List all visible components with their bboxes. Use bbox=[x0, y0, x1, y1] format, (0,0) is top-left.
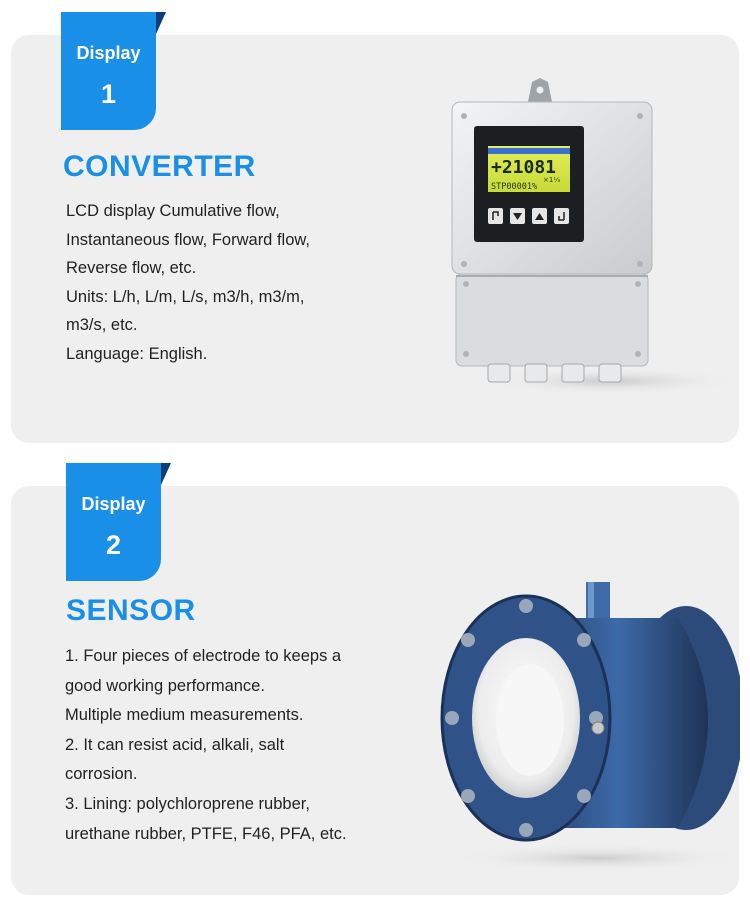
badge-label: Display bbox=[81, 494, 146, 514]
key-enter-button bbox=[554, 208, 569, 224]
lcd-unit: ×1⅓ bbox=[543, 176, 561, 184]
key-return-button bbox=[488, 208, 503, 224]
lcd-bottom-reading: STP00001% bbox=[491, 182, 538, 192]
description-line: LCD display Cumulative flow, bbox=[66, 202, 280, 220]
sensor-title: SENSOR bbox=[66, 594, 196, 627]
sensor-device-image bbox=[438, 578, 740, 878]
description-line: Language: English. bbox=[66, 344, 208, 363]
description-line: 2. It can resist acid, alkali, salt bbox=[65, 735, 285, 754]
sensor-description bbox=[65, 642, 347, 849]
description-line: urethane rubber, PTFE, F46, PFA, etc. bbox=[65, 824, 347, 843]
converter-description bbox=[66, 197, 310, 369]
description-line: good working performance. bbox=[65, 676, 265, 695]
description-line: Instantaneous flow, Forward flow, bbox=[66, 230, 310, 249]
badge-number: 2 bbox=[105, 530, 122, 560]
badge-label: Display bbox=[76, 43, 141, 63]
lcd-main-reading: +21081 bbox=[491, 157, 557, 178]
description-line: m3/s, etc. bbox=[66, 316, 138, 335]
converter-title: CONVERTER bbox=[63, 150, 256, 183]
badge-number: 1 bbox=[100, 79, 117, 109]
description-line: Multiple medium measurements. bbox=[65, 706, 304, 725]
description-line: corrosion. bbox=[65, 765, 138, 784]
converter-device-image bbox=[440, 76, 740, 396]
description-line: Reverse flow, etc. bbox=[66, 259, 197, 278]
description-line: 3. Lining: polychloroprene rubber, bbox=[65, 794, 310, 813]
display-badge-2 bbox=[66, 463, 161, 581]
description-line: 1. Four pieces of electrode to keeps a bbox=[65, 647, 342, 665]
display-badge-1 bbox=[61, 12, 156, 130]
description-line: Units: L/h, L/m, L/s, m3/h, m3/m, bbox=[66, 287, 305, 306]
